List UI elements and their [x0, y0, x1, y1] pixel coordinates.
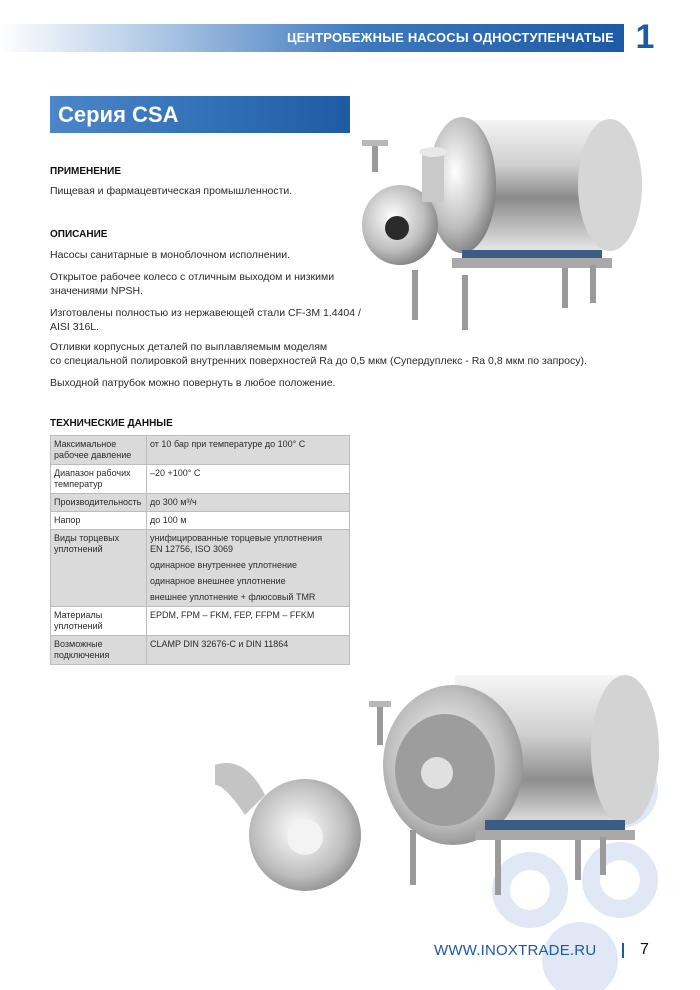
table-row — [51, 465, 350, 494]
spec-key: Диапазон рабочих температур — [51, 465, 147, 494]
table-row — [51, 530, 350, 607]
application-text: Пищевая и фармацевтическая промышленности. — [50, 185, 293, 197]
description-p4-line1: Отливки корпусных деталей по выплавляемым моделям — [50, 341, 328, 353]
table-row — [51, 494, 350, 512]
description-p3-line1: Изготовлены полностью из нержавеющей стали CF-3M 1.4404 / — [50, 307, 361, 319]
description-p2-line1: Открытое рабочее колесо с отличным выходом и низкими — [50, 271, 335, 283]
application-heading: ПРИМЕНЕНИЕ — [50, 166, 122, 177]
description-p3-line2: AISI 316L. — [50, 321, 100, 333]
description-heading: ОПИСАНИЕ — [50, 229, 108, 240]
chapter-number: 1 — [635, 18, 655, 56]
table-row — [51, 436, 350, 465]
table-row — [51, 512, 350, 530]
specs-heading: ТЕХНИЧЕСКИЕ ДАННЫЕ — [50, 418, 173, 429]
spec-key: Максимальное рабочее давление — [51, 436, 147, 465]
spec-value: от 10 бар при температуре до 100° С — [147, 436, 350, 465]
spec-key: Напор — [51, 512, 147, 530]
spec-value: CLAMP DIN 32676-С и DIN 11864 — [147, 636, 350, 665]
spec-key: Материалы уплотнений — [51, 607, 147, 636]
pump-illustration-top — [352, 100, 672, 340]
spec-key: Возможные подключения — [51, 636, 147, 665]
footer-divider — [622, 943, 624, 958]
website-url[interactable]: WWW.INOXTRADE.RU — [434, 942, 597, 959]
header-bar — [0, 24, 624, 52]
page-number: 7 — [640, 941, 649, 958]
spec-value: до 300 м³/ч — [147, 494, 350, 512]
description-p4-line2: со специальной полировкой внутренних поверхностей Ra до 0,5 мкм (Супердуплекс - Ra 0,8 мкм по запросу). — [50, 355, 587, 367]
table-row — [51, 607, 350, 636]
series-title-banner — [50, 96, 350, 133]
description-p1: Насосы санитарные в моноблочном исполнении. — [50, 249, 291, 261]
spec-value: –20 +100° С — [147, 465, 350, 494]
spec-value: унифицированные торцевые уплотнения EN 12756, ISO 3069 одинарное внутреннее уплотнение одинарное внешнее уплотнение внешнее уплотнение + флюсовый TMR — [147, 530, 350, 607]
spec-value: EPDM, FPM – FKM, FEP, FFPM – FFKM — [147, 607, 350, 636]
description-p5: Выходной патрубок можно повернуть в любое положение. — [50, 377, 336, 389]
spec-key: Производительность — [51, 494, 147, 512]
spec-key: Виды торцевых уплотнений — [51, 530, 147, 607]
pump-exploded-illustration — [205, 655, 665, 905]
chapter-title: ЦЕНТРОБЕЖНЫЕ НАСОСЫ ОДНОСТУПЕНЧАТЫЕ — [286, 30, 614, 45]
series-title: Серия CSA — [58, 102, 179, 127]
specs-table — [50, 435, 350, 665]
spec-value: до 100 м — [147, 512, 350, 530]
description-p2-line2: значениями NPSH. — [50, 285, 143, 297]
